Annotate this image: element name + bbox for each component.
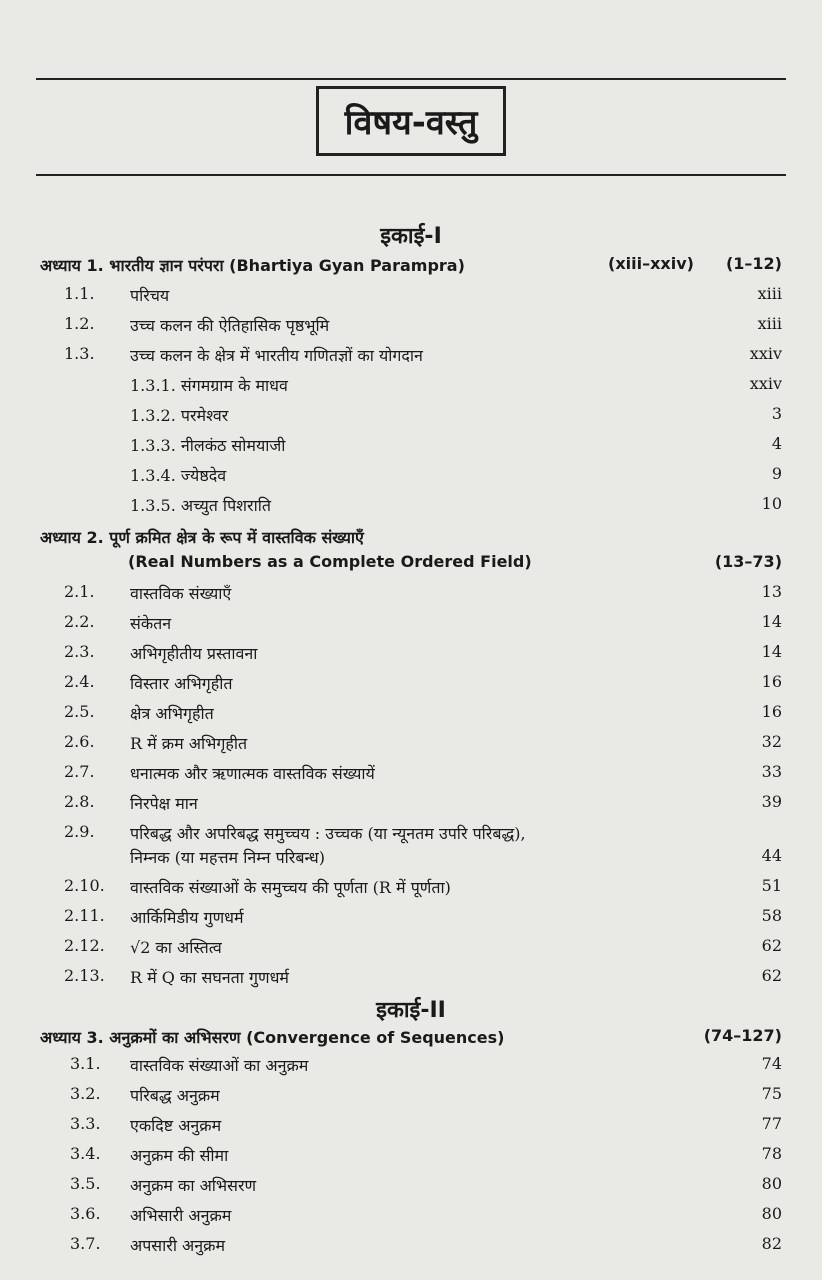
entry-number: 1.1. [64, 284, 95, 303]
toc-entry [0, 1234, 822, 1264]
entry-number: 2.7. [64, 762, 95, 781]
entry-title: निम्नक (या महत्तम निम्न परिबन्ध) [130, 848, 326, 867]
toc-subentry [0, 404, 822, 434]
entry-title: विस्तार अभिगृहीत [130, 674, 233, 693]
entry-page: 44 [761, 846, 782, 865]
top-rule [36, 78, 786, 80]
toc-entry [0, 906, 822, 936]
entry-number: 3.3. [70, 1114, 101, 1133]
entry-page: 80 [761, 1174, 782, 1193]
entry-title: 1.3.5. अच्युत पिशराति [130, 496, 271, 515]
entry-number: 1.3. [64, 344, 95, 363]
toc-entry [0, 284, 822, 314]
entry-number: 1.2. [64, 314, 95, 333]
entry-title: अपसारी अनुक्रम [130, 1236, 226, 1255]
entry-title: 1.3.1. संगमग्राम के माधव [130, 376, 288, 395]
toc-entry [0, 642, 822, 672]
entry-number: 2.3. [64, 642, 95, 661]
entry-page: 9 [771, 464, 782, 483]
entry-page: 51 [761, 876, 782, 895]
entry-number: 2.10. [64, 876, 105, 895]
entry-title: √2 का अस्तित्व [130, 938, 222, 957]
entry-page: xiii [757, 314, 782, 333]
entry-page: 16 [761, 672, 782, 691]
entry-title: उच्च कलन के क्षेत्र में भारतीय गणितज्ञों का योगदान [130, 346, 423, 365]
entry-page: 3 [771, 404, 782, 423]
entry-number: 3.1. [70, 1054, 101, 1073]
entry-page: 10 [761, 494, 782, 513]
chapter-label-english: (Real Numbers as a Complete Ordered Field) [128, 552, 532, 571]
entry-number: 3.4. [70, 1144, 101, 1163]
toc-entry [0, 1174, 822, 1204]
unit-heading: इकाई-II [376, 998, 446, 1023]
chapter-heading-english [0, 552, 822, 582]
entry-title: अनुक्रम का अभिसरण [130, 1176, 257, 1195]
toc-subentry [0, 434, 822, 464]
entry-number: 2.2. [64, 612, 95, 631]
toc-entry [0, 702, 822, 732]
toc-entry [0, 1054, 822, 1084]
toc-entry-continued [0, 846, 822, 876]
entry-page: xxiv [749, 344, 782, 363]
entry-title: क्षेत्र अभिगृहीत [130, 704, 214, 723]
entry-page: 4 [771, 434, 782, 453]
chapter-label: अध्याय 3. अनुक्रमों का अभिसरण (Convergence of Sequences) [40, 1028, 505, 1047]
entry-title: वास्तविक संख्याएँ [130, 584, 232, 603]
toc-entry [0, 344, 822, 374]
chapter-label: अध्याय 2. पूर्ण क्रमित क्षेत्र के रूप में वास्तविक संख्याएँ [40, 528, 364, 547]
toc-entry [0, 314, 822, 344]
entry-title: उच्च कलन की ऐतिहासिक पृष्ठभूमि [130, 316, 330, 335]
toc-entry [0, 876, 822, 906]
entry-page: 16 [761, 702, 782, 721]
entry-title: एकदिष्ट अनुक्रम [130, 1116, 222, 1135]
entry-page: 74 [761, 1054, 782, 1073]
toc-subentry [0, 464, 822, 494]
entry-page: 82 [761, 1234, 782, 1253]
entry-number: 2.6. [64, 732, 95, 751]
entry-page: 75 [761, 1084, 782, 1103]
entry-number: 3.5. [70, 1174, 101, 1193]
chapter-range: (74–127) [703, 1026, 782, 1045]
entry-page: 14 [761, 612, 782, 631]
toc-entry [0, 1204, 822, 1234]
toc-entry [0, 582, 822, 612]
entry-title: 1.3.3. नीलकंठ सोमयाजी [130, 436, 286, 455]
entry-number: 3.2. [70, 1084, 101, 1103]
entry-page: 39 [761, 792, 782, 811]
entry-title: अभिगृहीतीय प्रस्तावना [130, 644, 258, 663]
toc-subentry [0, 494, 822, 524]
entry-number: 2.1. [64, 582, 95, 601]
entry-page: 78 [761, 1144, 782, 1163]
entry-title: वास्तविक संख्याओं के समुच्चय की पूर्णता (R में पूर्णता) [130, 878, 451, 897]
entry-number: 3.7. [70, 1234, 101, 1253]
entry-title: अभिसारी अनुक्रम [130, 1206, 232, 1225]
toc-entry [0, 936, 822, 966]
toc-entry [0, 732, 822, 762]
entry-title: वास्तविक संख्याओं का अनुक्रम [130, 1056, 309, 1075]
entry-number: 2.8. [64, 792, 95, 811]
chapter-heading [0, 1026, 822, 1056]
toc-entry [0, 1114, 822, 1144]
entry-number: 2.13. [64, 966, 105, 985]
chapter-range: (13–73) [714, 552, 782, 571]
entry-page: 77 [761, 1114, 782, 1133]
entry-number: 2.9. [64, 822, 95, 841]
entry-number: 2.5. [64, 702, 95, 721]
entry-title: परिबद्ध अनुक्रम [130, 1086, 220, 1105]
toc-entry [0, 1084, 822, 1114]
entry-title: R में Q का सघनता गुणधर्म [130, 968, 289, 987]
toc-entry [0, 672, 822, 702]
entry-number: 3.6. [70, 1204, 101, 1223]
entry-number: 2.11. [64, 906, 105, 925]
entry-title: अनुक्रम की सीमा [130, 1146, 229, 1165]
chapter-range: (1–12) [725, 254, 782, 273]
entry-title: परिचय [130, 286, 170, 305]
toc-entry [0, 1144, 822, 1174]
entry-page: 62 [761, 966, 782, 985]
title-underline [36, 174, 786, 176]
chapter-heading [0, 254, 822, 284]
chapter-roman-range: (xiii–xxiv) [608, 254, 694, 273]
unit-heading: इकाई-I [380, 224, 442, 249]
entry-page: 14 [761, 642, 782, 661]
entry-page: xiii [757, 284, 782, 303]
entry-page: 33 [761, 762, 782, 781]
entry-page: 62 [761, 936, 782, 955]
toc-entry [0, 966, 822, 996]
entry-number: 2.4. [64, 672, 95, 691]
entry-title: R में क्रम अभिगृहीत [130, 734, 248, 753]
entry-title: धनात्मक और ऋणात्मक वास्तविक संख्यायें [130, 764, 375, 783]
toc-entry [0, 762, 822, 792]
page-title: विषय-वस्तु [316, 86, 506, 156]
entry-title: परिबद्ध और अपरिबद्ध समुच्चय : उच्चक (या न्यूनतम उपरि परिबद्ध), [130, 824, 526, 843]
entry-page: 58 [761, 906, 782, 925]
chapter-label: अध्याय 1. भारतीय ज्ञान परंपरा (Bhartiya Gyan Parampra) [40, 256, 465, 275]
entry-page: 80 [761, 1204, 782, 1223]
entry-title: संकेतन [130, 614, 172, 633]
entry-number: 2.12. [64, 936, 105, 955]
entry-page: xxiv [749, 374, 782, 393]
entry-title: निरपेक्ष मान [130, 794, 198, 813]
entry-title: 1.3.4. ज्येष्ठदेव [130, 466, 227, 485]
entry-title: 1.3.2. परमेश्वर [130, 406, 229, 425]
entry-page: 32 [761, 732, 782, 751]
toc-entry [0, 792, 822, 822]
entry-page: 13 [761, 582, 782, 601]
entry-title: आर्किमिडीय गुणधर्म [130, 908, 244, 927]
toc-subentry [0, 374, 822, 404]
toc-entry [0, 612, 822, 642]
